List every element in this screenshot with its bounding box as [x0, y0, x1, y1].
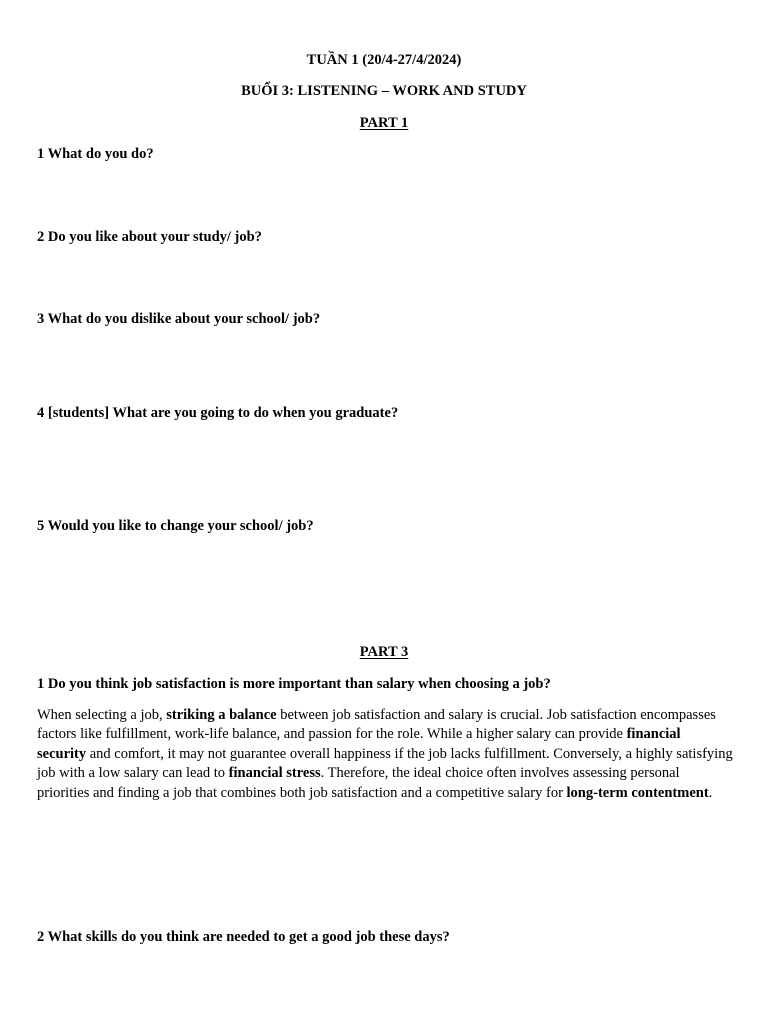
part3-question-1: 1 Do you think job satisfaction is more important than salary when choosing a job? — [37, 676, 551, 692]
answer-bold-4: long-term contentment — [566, 784, 709, 801]
answer-text-3: and comfort, it may not guarantee overall happiness if the job lacks fulfillment. Conversely, a highly satisfying job with a low salary can lead to — [37, 745, 733, 782]
answer-text-2: between job satisfaction and salary is crucial. Job satisfaction encompasses factors like fulfillment, work-life balance, and passion for the role. While a higher salary can provide — [37, 707, 716, 743]
answer-text-1: When selecting a job, — [37, 707, 167, 723]
part1-question-1: 1 What do you do? — [37, 146, 154, 162]
part1-question-4: 4 [students] What are you going to do when you graduate? — [37, 405, 399, 421]
part1-question-3: 3 What do you dislike about your school/ job? — [37, 311, 321, 327]
answer-text-4: . Therefore, the ideal choice often involves assessing personal priorities and finding a job that combines both job satisfaction and a competitive salary for — [37, 765, 680, 801]
session-heading: BUỔI 3: LISTENING – WORK AND STUDY — [241, 83, 527, 99]
part1-title: PART 1 — [359, 115, 409, 131]
part1-question-2: 2 Do you like about your study/ job? — [37, 229, 262, 245]
week-heading: TUẦN 1 (20/4-27/4/2024) — [306, 52, 462, 68]
answer-text-5: . — [708, 784, 713, 801]
answer-bold-2: financial security — [37, 726, 681, 762]
answer-bold-3: financial stress — [228, 765, 321, 782]
part3-question-2: 2 What skills do you think are needed to get a good job these days? — [37, 929, 450, 945]
answer-bold-1: striking a balance — [166, 707, 277, 723]
part3-title: PART 3 — [359, 644, 409, 660]
part3-answer-paragraph — [37, 706, 733, 803]
part1-question-5: 5 Would you like to change your school/ job? — [37, 518, 314, 534]
